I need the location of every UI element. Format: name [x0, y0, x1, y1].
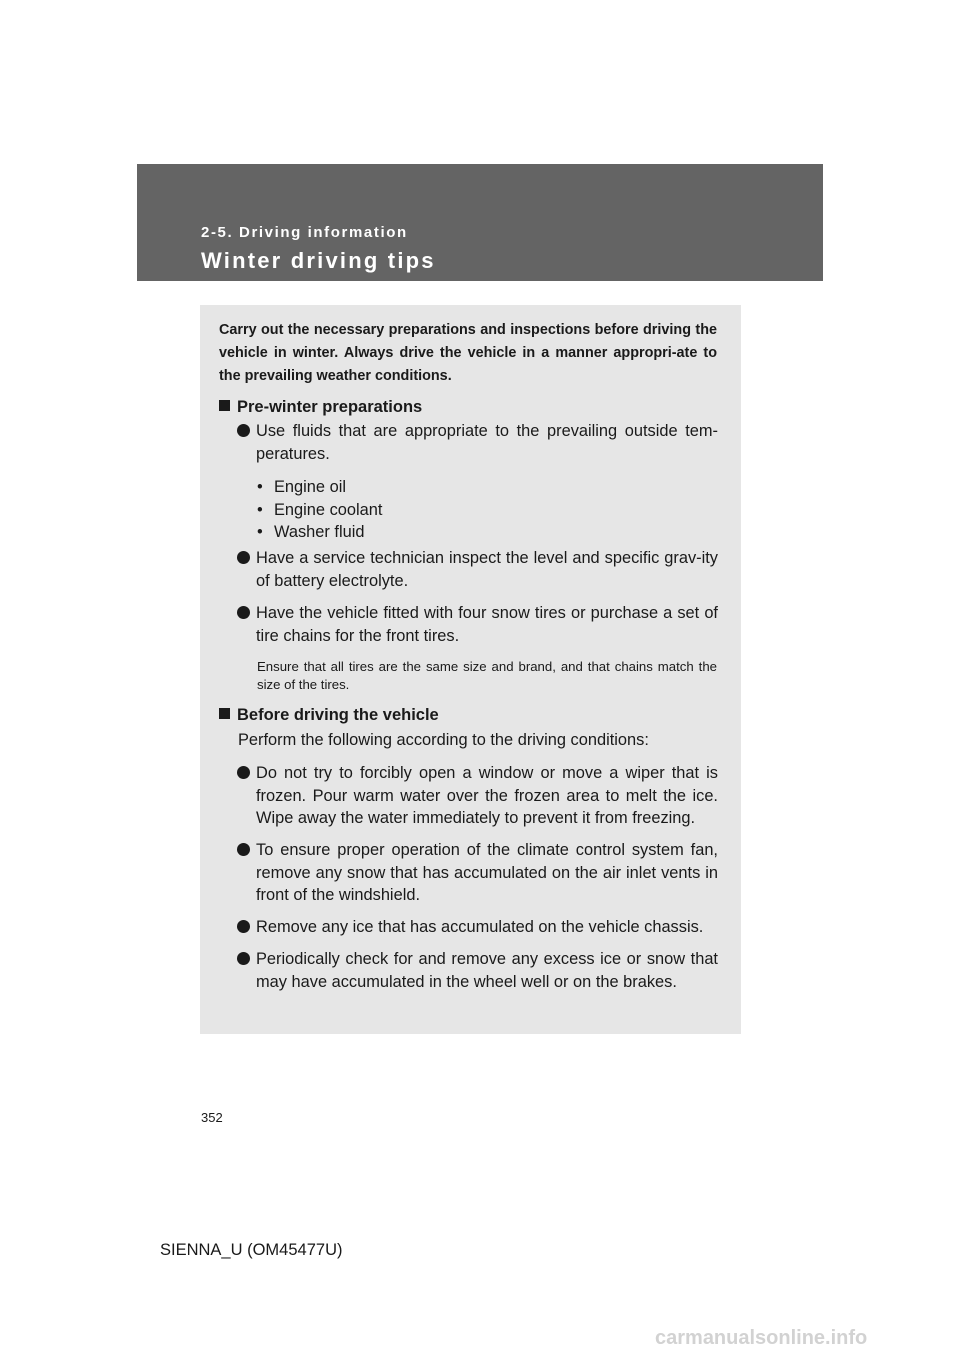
circle-bullet-icon [237, 920, 250, 933]
list-item [237, 916, 718, 939]
watermark: carmanualsonline.info [655, 1327, 868, 1349]
section-heading-text: Before driving the vehicle [237, 706, 439, 724]
list-item [237, 420, 718, 465]
circle-bullet-icon [237, 424, 250, 437]
circle-bullet-icon [237, 766, 250, 779]
list-item [237, 948, 718, 993]
sub-list-item-text: Washer fluid [274, 523, 365, 541]
section-heading-text: Pre-winter preparations [237, 398, 423, 416]
content-box [200, 305, 741, 1034]
sub-list-item: • Washer fluid [257, 523, 365, 541]
square-bullet-icon [219, 708, 230, 719]
sub-list-item-text: Engine coolant [274, 501, 383, 519]
list-item [237, 762, 718, 830]
sub-list-item: • Engine oil [257, 478, 346, 496]
section-heading-pre-winter [219, 396, 422, 418]
header-band [137, 164, 823, 281]
circle-bullet-icon [237, 606, 250, 619]
list-item-text: Periodically check for and remove any excess ice or snow that may have accumulated in the wheel well or on the brakes. [256, 950, 718, 991]
list-item-text: Do not try to forcibly open a window or move a wiper that is frozen. Pour warm water over the frozen area to melt the ice. Wipe away the water immediately to prevent it from freezing. [256, 764, 718, 827]
list-item [237, 839, 718, 907]
circle-bullet-icon [237, 952, 250, 965]
document-id: SIENNA_U (OM45477U) [160, 1241, 343, 1259]
list-item-text: Have the vehicle fitted with four snow tires or purchase a set of tire chains for the front tires. [256, 604, 718, 645]
circle-bullet-icon [237, 551, 250, 564]
circle-bullet-icon [237, 843, 250, 856]
sub-list-item: • Engine coolant [257, 501, 383, 519]
lead-text: Perform the following according to the driving conditions: [238, 731, 649, 749]
list-item-text: Remove any ice that has accumulated on the vehicle chassis. [256, 918, 704, 936]
list-item [237, 602, 718, 647]
list-item-text: Use fluids that are appropriate to the prevailing outside tem-peratures. [256, 422, 718, 463]
intro-paragraph: Carry out the necessary preparations and inspections before driving the vehicle in winter. Always drive the vehicle in a manner appropri-ate to the prevailing weather conditions. [219, 322, 717, 384]
page-title: Winter driving tips [201, 248, 436, 273]
page-number: 352 [201, 1110, 223, 1125]
section-label: 2-5. Driving information [201, 224, 408, 241]
list-item-text: To ensure proper operation of the climate control system fan, remove any snow that has accumulated on the air inlet vents in front of the windshield. [256, 841, 718, 904]
note-text: Ensure that all tires are the same size and brand, and that chains match the size of the tires. [257, 659, 717, 692]
sub-list-item-text: Engine oil [274, 478, 346, 496]
list-item [237, 547, 718, 592]
list-item-text: Have a service technician inspect the level and specific grav-ity of battery electrolyte. [256, 549, 718, 590]
square-bullet-icon [219, 400, 230, 411]
section-heading-before-driving [219, 704, 439, 726]
